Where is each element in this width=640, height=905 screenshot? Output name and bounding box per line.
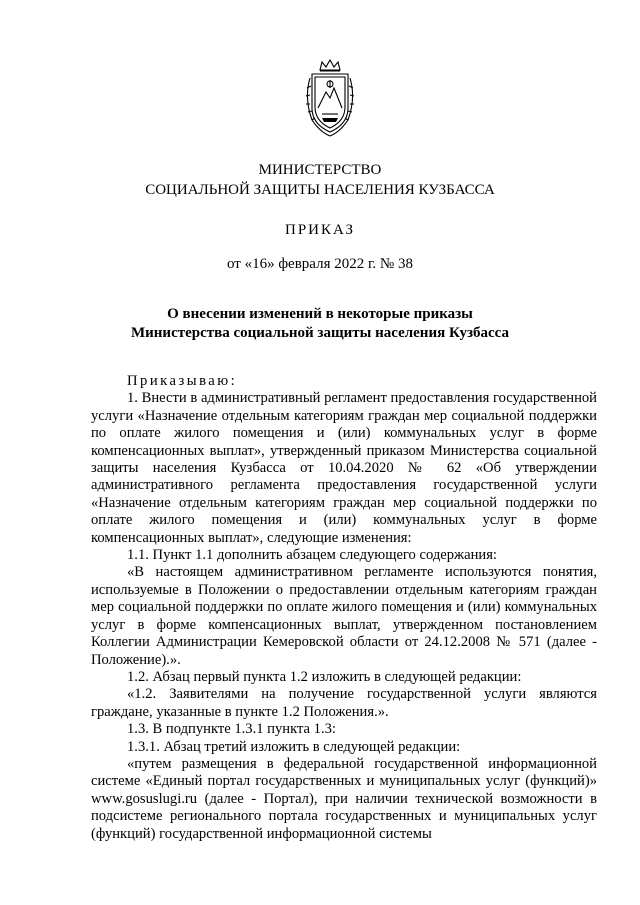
subject-line2: Министерства социальной защиты населения Кузбасса	[130, 325, 509, 341]
preamble: Приказываю:	[127, 373, 238, 389]
body-paragraph: 1.1. Пункт 1.1 дополнить абзацем следующего содержания:	[127, 547, 497, 564]
ministry-title-line1: МИНИСТЕРСТВО	[258, 162, 382, 178]
body-paragraph: 1.3.1. Абзац третий изложить в следующей редакции:	[127, 738, 461, 755]
body-paragraph: 1.3. В подпункте 1.3.1 пункта 1.3:	[127, 721, 336, 738]
ministry-title-line2: СОЦИАЛЬНОЙ ЗАЩИТЫ НАСЕЛЕНИЯ КУЗБАССА	[145, 182, 495, 198]
document-body	[91, 373, 597, 843]
body-paragraph: «В настоящем административном регламенте используются понятия, используемые в Положении о предоставлении отдельным категориям граждан мер социальной поддержки по оплате жилого помещения и (или) коммунальных услуг в форме компенсационных выплат, утвержденном постановлением Коллегии Администрации Кемеровской области от 24.12.2008 № 571 (далее - Положение).».	[91, 564, 597, 668]
document-date-number: от «16» февраля 2022 г. № 38	[226, 256, 413, 272]
body-paragraph: 1. Внести в административный регламент предоставления государственной услуги «Назначение отдельным категориям граждан мер социальной поддержки по оплате жилого помещения и (или) коммунальных услуг в форме компенсационных выплат», утвержденный приказом Министерства социальной защиты населения Кузбасса от 10.04.2020 № 62 «Об утверждении административного регламента предоставления государственной услуги «Назначение отдельным категориям граждан мер социальной поддержки по оплате жилого помещения и (или) коммунальных услуг в форме компенсационных выплат», следующие изменения:	[91, 390, 597, 546]
subject-line1: О внесении изменений в некоторые приказы	[167, 306, 473, 322]
body-paragraph: «1.2. Заявителями на получение государственной услуги являются граждане, указанные в пункте 1.2 Положения.».	[91, 686, 597, 720]
body-paragraph: «путем размещения в федеральной государственной информационной системе «Единый портал государственных и муниципальных услуг (функций)» www.gosuslugi.ru (далее - Портал), при наличии технической возможности в подсистеме регионального портала государственных и муниципальных услуг (функций) государственной информационной системы	[91, 755, 597, 842]
body-paragraph: 1.2. Абзац первый пункта 1.2 изложить в следующей редакции:	[127, 668, 522, 685]
coat-of-arms-emblem	[300, 58, 360, 140]
document-type: ПРИКАЗ	[285, 222, 355, 238]
